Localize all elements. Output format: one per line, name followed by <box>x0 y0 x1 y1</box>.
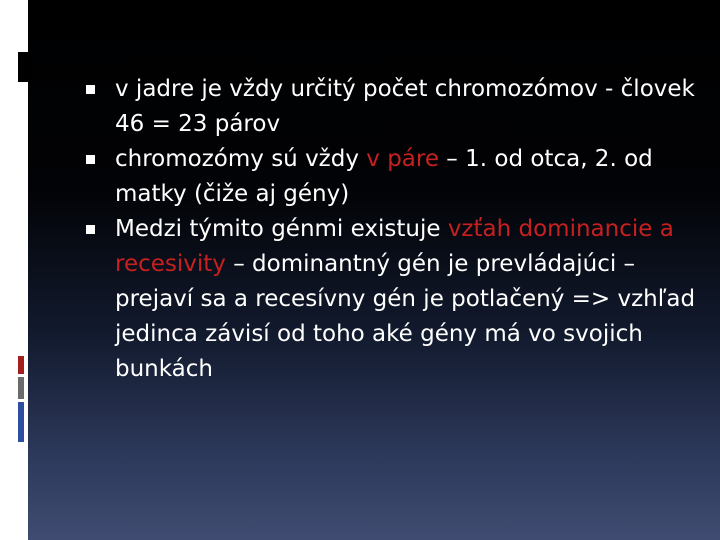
accent-bar-blue <box>18 402 24 442</box>
bullet-text-segment: Medzi týmito génmi existuje <box>115 216 448 242</box>
bullet-item <box>84 212 700 387</box>
accent-bar-gray <box>18 377 24 399</box>
highlighted-term: v páre <box>366 146 439 172</box>
bullet-text-segment: chromozómy sú vždy <box>115 146 367 172</box>
square-bullet-icon <box>86 85 95 94</box>
square-bullet-icon <box>86 155 95 164</box>
bullet-item <box>84 72 700 142</box>
square-bullet-icon <box>86 225 95 234</box>
bullet-list <box>84 72 700 387</box>
corner-decoration <box>18 52 31 82</box>
bullet-item <box>84 142 700 212</box>
highlighted-term: vzťah dominancie a recesivity <box>115 216 674 277</box>
bullet-text-segment: – dominantný gén je prevládajúci – prejaví sa a recesívny gén je potlačený => vzhľad jedinca závisí od toho aké gény má vo svojich bunkách <box>115 251 696 382</box>
bullet-text-segment: – 1. od otca, 2. od matky (čiže aj gény) <box>115 146 653 207</box>
accent-bar-red <box>18 356 24 374</box>
bullet-text-segment: v jadre je vždy určitý počet chromozómov - človek 46 = 23 párov <box>115 76 695 137</box>
